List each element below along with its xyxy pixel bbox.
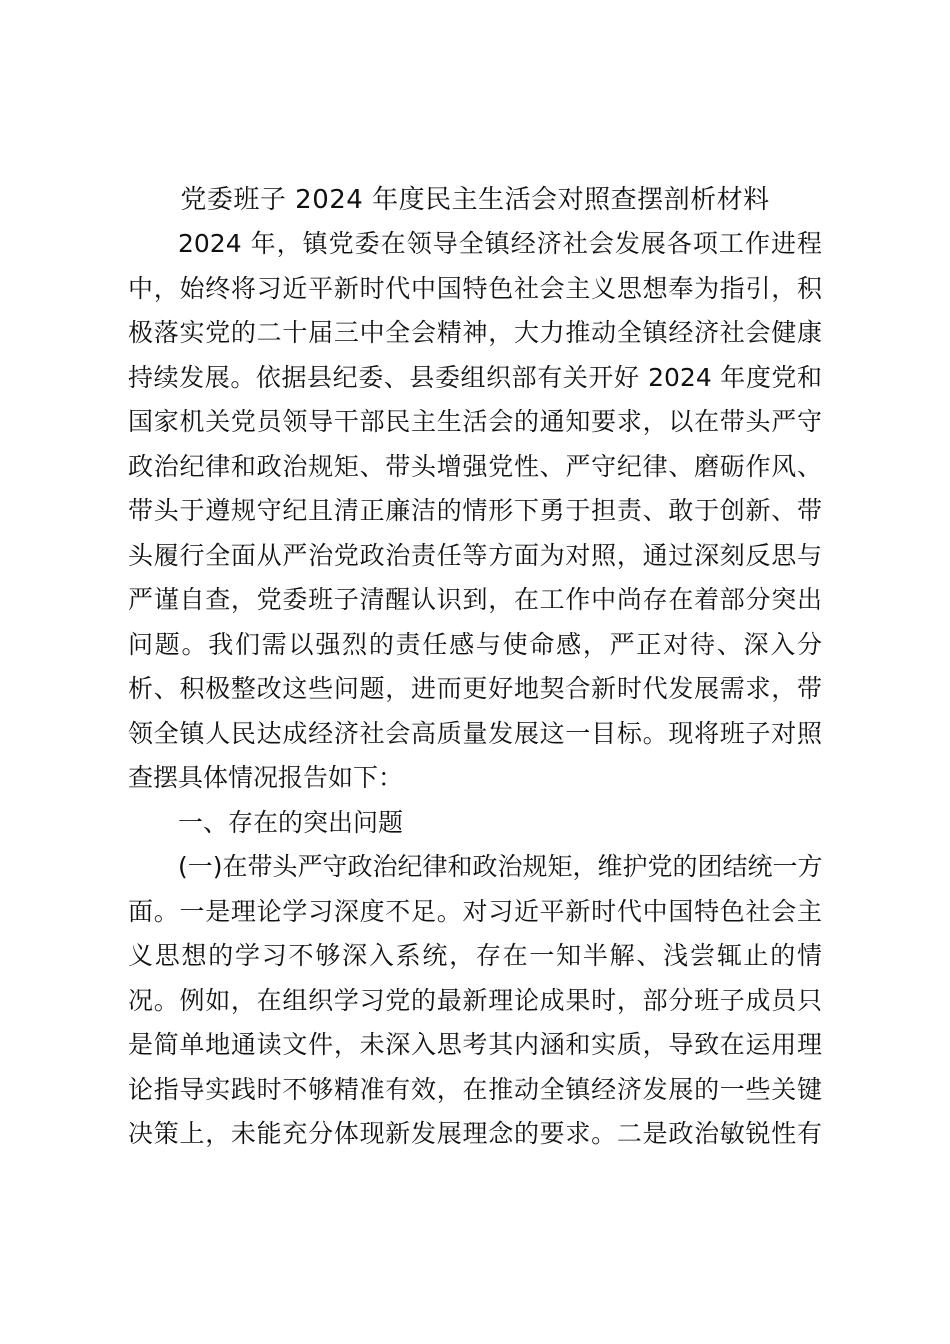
paragraph-line: 极落实党的二十届三中全会精神，大力推动全镇经济社会健康 [128, 318, 822, 347]
paragraph-line: 查摆具体情况报告如下： [128, 763, 404, 792]
paragraph-line: 中，始终将习近平新时代中国特色社会主义思想奉为指引，积 [128, 273, 822, 303]
paragraph-line: 况。例如，在组织学习党的最新理论成果时，部分班子成员只 [128, 985, 822, 1015]
paragraph-line: 是简单地通读文件，未深入思考其内涵和实质，导致在运用理 [128, 1030, 822, 1059]
paragraph-line: 政治纪律和政治规矩、带头增强党性、严守纪律、磨砺作风、 [128, 451, 822, 481]
paragraph-line: 头履行全面从严治党政治责任等方面为对照，通过深刻反思与 [128, 540, 822, 570]
paragraph-line: 决策上，未能充分体现新发展理念的要求。二是政治敏锐性有 [128, 1119, 822, 1148]
paragraph-line: 持续发展。依据县纪委、县委组织部有关开好 2024 年度党和 [128, 362, 822, 392]
paragraph-line: 问题。我们需以强烈的责任感与使命感，严正对待、深入分 [128, 629, 822, 659]
document-title: 党委班子 2024 年度民主生活会对照查摆剖析材料 [180, 185, 770, 215]
paragraph-line: 严谨自查，党委班子清醒认识到，在工作中尚存在着部分突出 [128, 585, 822, 614]
paragraph-line: 带头于遵规守纪且清正廉洁的情形下勇于担责、敢于创新、带 [128, 496, 822, 525]
paragraph-line: (一)在带头严守政治纪律和政治规矩，维护党的团结统一方 [178, 852, 823, 881]
paragraph-line: 2024 年，镇党委在领导全镇经济社会发展各项工作进程 [178, 229, 822, 258]
paragraph-line: 国家机关党员领导干部民主生活会的通知要求，以在带头严守 [128, 407, 822, 436]
paragraph-line: 面。一是理论学习深度不足。对习近平新时代中国特色社会主 [128, 896, 822, 926]
paragraph-line: 析、积极整改这些问题，进而更好地契合新时代发展需求，带 [128, 674, 822, 703]
paragraph-line: 论指导实践时不够精准有效，在推动全镇经济发展的一些关键 [128, 1074, 822, 1104]
document-body [128, 222, 822, 1157]
section-heading: 一、存在的突出问题 [178, 807, 404, 837]
paragraph-line: 义思想的学习不够深入系统，存在一知半解、浅尝辄止的情 [128, 941, 822, 970]
paragraph-line: 领全镇人民达成经济社会高质量发展这一目标。现将班子对照 [128, 718, 822, 748]
